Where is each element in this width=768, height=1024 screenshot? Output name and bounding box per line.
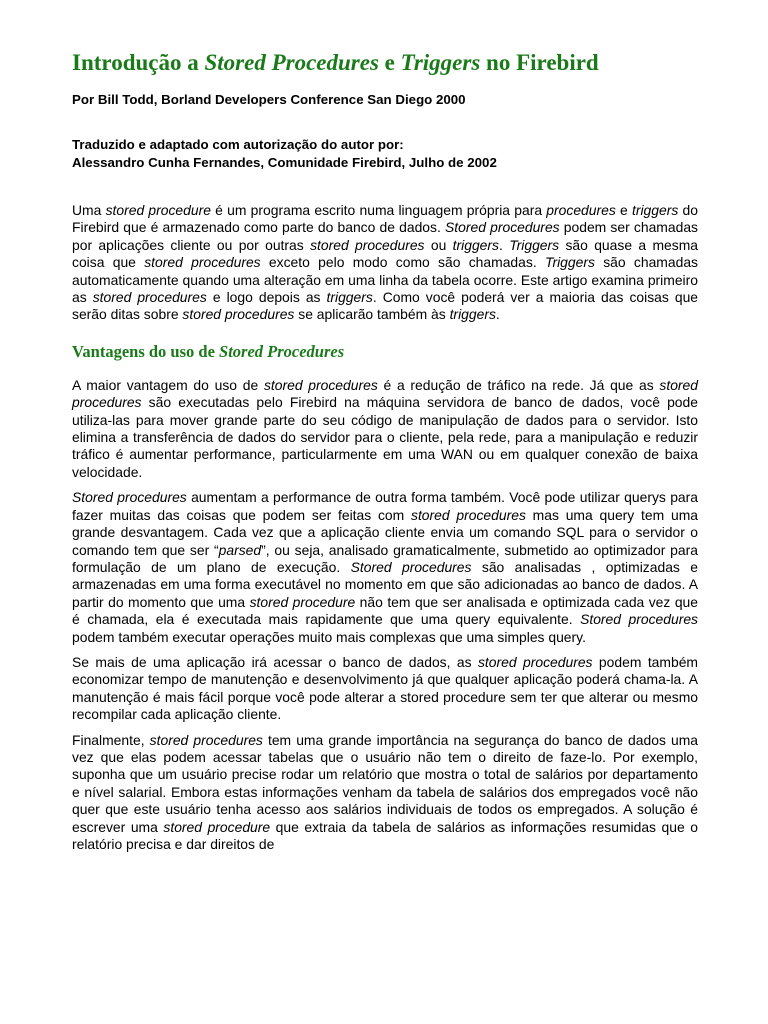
translator: Alessandro Cunha Fernandes, Comunidade Firebird, Julho de 2002 <box>72 155 497 170</box>
translated-by: Traduzido e adaptado com autorização do autor por: <box>72 137 404 152</box>
paragraph-performance: Stored procedures aumentam a performance de outra forma também. Você pode utilizar querys para fazer muitas das coisas que podem ser feitas com stored procedures mas uma query tem uma grande desvantagem. Cada vez que a aplicação cliente envia um comando SQL para o servidor o comando tem que ser “parsed”, ou seja, analisado gramaticalmente, submetido ao optimizador para formulação de um plano de execução. Stored procedures são analisadas , optimizadas e armazenadas em uma forma executável no momento em que são adicionadas ao banco de dados. A partir do momento que uma stored procedure não tem que ser analisada e optimizada cada vez que é chamada, ela é executada mais rapidamente que uma query equivalente. Stored procedures podem também executar operações muito mais complexas que uma simples query. <box>72 489 699 645</box>
paragraph-network-traffic: A maior vantagem do uso de stored procedures é a redução de tráfico na rede. Já que as stored procedures são executadas pelo Firebird na máquina servidora de banco de dados, você pode utiliza-las para mover grande parte do seu código de manipulação de dados para o servidor. Isto elimina a transferência de dados do servidor para o cliente, pela rede, para a manipulação e reduzir tráfico é aumentar performance, particularmente em uma WAN ou em qualquer conexão de baixa velocidade. <box>72 376 699 480</box>
byline: Por Bill Todd, Borland Developers Conference San Diego 2000 <box>72 92 466 107</box>
document-title: Introdução a Stored Procedures e Triggers no Firebird <box>72 50 599 75</box>
section-heading: Vantagens do uso de Stored Procedures <box>72 341 345 361</box>
paragraph-maintenance: Se mais de uma aplicação irá acessar o banco de dados, as stored procedures podem também economizar tempo de manutenção e desenvolvimento já que qualquer aplicação poderá chama-la. A manutenção é mais fácil porque você pode alterar a stored procedure sem ter que alterar ou mesmo recompilar cada aplicação cliente. <box>72 653 699 723</box>
document-page <box>72 48 698 861</box>
paragraph-security: Finalmente, stored procedures tem uma grande importância na segurança do banco de dados uma vez que elas podem acessar tabelas que o usuário não tem o direito de faze-lo. Por exemplo, suponha que um usuário precise rodar um relatório que mostra o total de salários por departamento e nível salarial. Embora estas informações venham da tabela de salários dos empregados você não quer que este usuário tenha acesso aos salários individuais de todos os empregados. A solução é escrever uma stored procedure que extraia da tabela de salários as informações resumidas que o relatório precisa e dar direitos de <box>72 731 699 852</box>
intro-paragraph: Uma stored procedure é um programa escrito numa linguagem própria para procedures e triggers do Firebird que é armazenado como parte do banco de dados. Stored procedures podem ser chamadas por aplicações cliente ou por outras stored procedures ou triggers. Triggers são quase a mesma coisa que stored procedures exceto pelo modo como são chamadas. Triggers são chamadas automaticamente quando uma alteração em uma linha da tabela ocorre. Este artigo examina primeiro as stored procedures e logo depois as triggers. Como você poderá ver a maioria das coisas que serão ditas sobre stored procedures se aplicarão também às triggers. <box>72 202 699 323</box>
